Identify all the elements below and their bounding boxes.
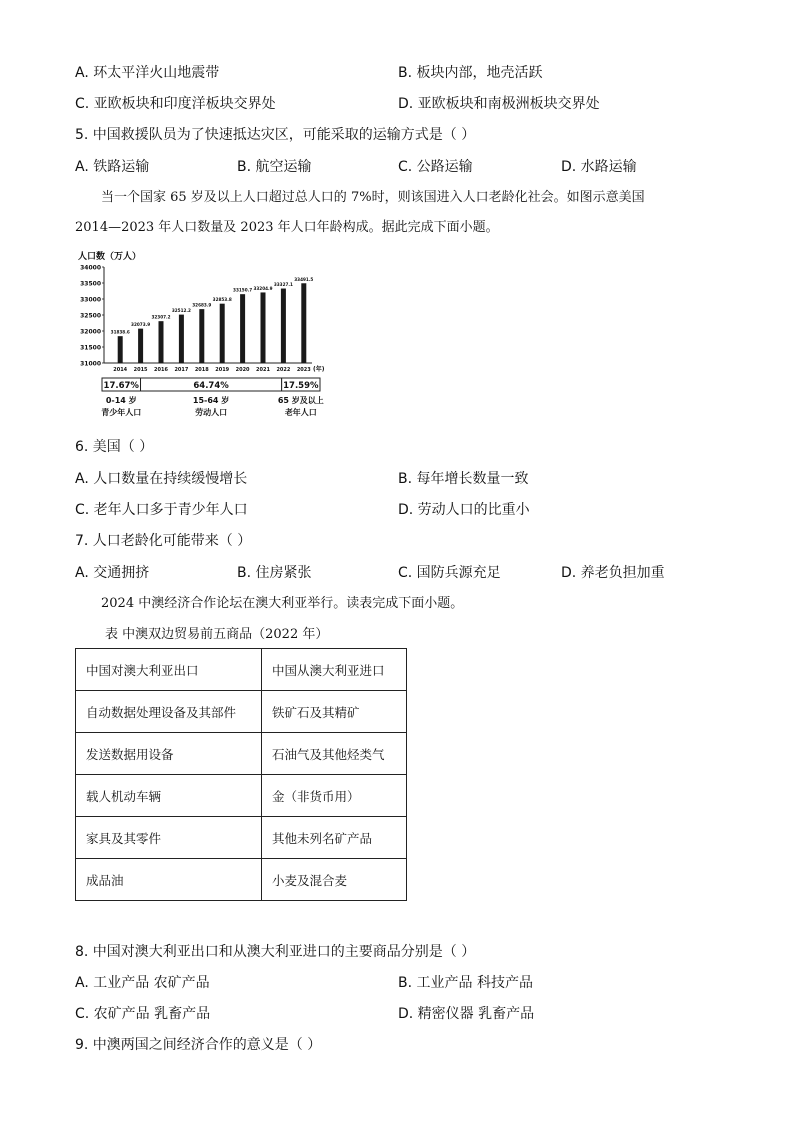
q4-option-a: A. 环太平洋火山地震带: [75, 65, 220, 81]
bar-value-label: 32307.2: [151, 314, 171, 320]
q8-option-d: D. 精密仪器 乳畜产品: [398, 1006, 535, 1022]
x-tick-label: 2017: [174, 367, 189, 373]
bar: [261, 292, 266, 363]
q4-option-b: B. 板块内部，地壳活跃: [398, 65, 543, 81]
age-group-name: 老年人口: [284, 408, 317, 417]
q7-option-d: D. 养老负担加重: [561, 565, 665, 581]
q5-option-a: A. 铁路运输: [75, 159, 150, 175]
table-cell: 发送数据用设备: [76, 733, 262, 775]
table-row: [76, 859, 407, 901]
bar: [138, 329, 143, 363]
table-cell: 铁矿石及其精矿: [262, 691, 407, 733]
q5-stem: 5. 中国救援队员为了快速抵达灾区，可能采取的运输方式是（ ）: [75, 127, 476, 143]
q5-option-d: D. 水路运输: [561, 159, 637, 175]
passage1-line1: 当一个国家 65 岁及以上人口超过总人口的 7%时，则该国进入人口老龄化社会。如图示意美国: [101, 190, 645, 205]
table-cell: 小麦及混合麦: [262, 859, 407, 901]
table-header-import: 中国从澳大利亚进口: [262, 649, 407, 691]
x-tick-label: 2023: [296, 367, 311, 373]
bar-value-label: 32512.2: [171, 308, 191, 314]
q6-stem: 6. 美国（ ）: [75, 439, 154, 455]
q8-option-c: C. 农矿产品 乳畜产品: [75, 1006, 211, 1022]
age-percent-label: 17.67%: [103, 381, 139, 391]
x-tick-label: 2015: [133, 367, 148, 373]
passage1-line2: 2014—2023 年人口数量及 2023 年人口年龄构成。据此完成下面小题。: [75, 220, 499, 235]
x-tick-label: 2014: [113, 367, 128, 373]
y-tick-label: 31000: [80, 360, 101, 368]
passage2: 2024 中澳经济合作论坛在澳大利亚举行。读表完成下面小题。: [101, 596, 464, 611]
bar-value-label: 32073.9: [131, 322, 151, 328]
age-group-name: 青少年人口: [101, 408, 142, 417]
age-percent-label: 17.59%: [283, 381, 319, 391]
x-tick-label: 2020: [235, 367, 250, 373]
table-cell: 其他未列名矿产品: [262, 817, 407, 859]
table-header-export: 中国对澳大利亚出口: [76, 649, 262, 691]
bar-value-label: 32683.9: [192, 302, 212, 308]
bar: [240, 294, 245, 363]
table-cell: 家具及其零件: [76, 817, 262, 859]
age-group-label: 0-14 岁: [105, 396, 137, 405]
bar: [199, 309, 204, 363]
q7-option-c: C. 国防兵源充足: [398, 565, 501, 581]
q4-option-d: D. 亚欧板块和南极洲板块交界处: [398, 96, 600, 112]
age-group-label: 15-64 岁: [192, 396, 230, 405]
y-tick-label: 31500: [80, 344, 101, 352]
q9-stem: 9. 中澳两国之间经济合作的意义是（ ）: [75, 1037, 322, 1053]
table-row: [76, 817, 407, 859]
bar-value-label: 31838.6: [110, 329, 130, 335]
q6-option-b: B. 每年增长数量一致: [398, 471, 529, 487]
y-tick-label: 32000: [80, 328, 101, 336]
q5-option-c: C. 公路运输: [398, 159, 473, 175]
population-chart: [74, 247, 326, 425]
q8-stem: 8. 中国对澳大利亚出口和从澳大利亚进口的主要商品分别是（ ）: [75, 944, 476, 960]
q4-option-c: C. 亚欧板块和印度洋板块交界处: [75, 96, 276, 112]
table-row: [76, 775, 407, 817]
age-group-label: 65 岁及以上: [277, 396, 324, 405]
age-group-name: 劳动人口: [195, 408, 228, 417]
table-cell: 自动数据处理设备及其部件: [76, 691, 262, 733]
y-tick-label: 34000: [80, 264, 101, 272]
q6-option-a: A. 人口数量在持续缓慢增长: [75, 471, 248, 487]
x-axis-unit: (年): [313, 366, 325, 373]
table-header-row: [76, 649, 407, 691]
x-tick-label: 2021: [256, 367, 270, 373]
table-caption: 表 中澳双边贸易前五商品（2022 年）: [105, 627, 329, 642]
q8-option-a: A. 工业产品 农矿产品: [75, 975, 210, 991]
x-tick-label: 2016: [154, 367, 168, 373]
table-cell: 金（非货币用）: [262, 775, 407, 817]
bar: [118, 336, 123, 363]
bar: [301, 283, 306, 363]
bar: [220, 304, 225, 363]
table-row: [76, 691, 407, 733]
q7-option-a: A. 交通拥挤: [75, 565, 150, 581]
q6-option-d: D. 劳动人口的比重小: [398, 502, 530, 518]
bar-value-label: 32853.8: [212, 297, 232, 303]
y-tick-label: 33000: [80, 296, 101, 304]
q6-option-c: C. 老年人口多于青少年人口: [75, 502, 248, 518]
table-cell: 成品油: [76, 859, 262, 901]
bar: [281, 289, 286, 363]
q7-option-b: B. 住房紧张: [237, 565, 312, 581]
q7-stem: 7. 人口老龄化可能带来（ ）: [75, 533, 252, 549]
q8-option-b: B. 工业产品 科技产品: [398, 975, 533, 991]
bar-value-label: 33327.1: [273, 282, 293, 288]
age-percent-label: 64.74%: [193, 381, 229, 391]
y-tick-label: 33500: [80, 280, 101, 288]
q5-option-b: B. 航空运输: [237, 159, 312, 175]
trade-table: [75, 648, 407, 901]
x-tick-label: 2022: [276, 367, 291, 373]
y-axis-label: 人口数（万人）: [78, 252, 142, 262]
bar: [179, 315, 184, 363]
bar: [159, 321, 164, 363]
bar-value-label: 33150.7: [233, 287, 253, 293]
bar-value-label: 33491.5: [294, 276, 314, 282]
x-tick-label: 2018: [194, 367, 209, 373]
table-row: [76, 733, 407, 775]
y-tick-label: 32500: [80, 312, 101, 320]
table-cell: 载人机动车辆: [76, 775, 262, 817]
x-tick-label: 2019: [215, 367, 230, 373]
bar-value-label: 33204.9: [253, 285, 273, 291]
table-cell: 石油气及其他烃类气: [262, 733, 407, 775]
